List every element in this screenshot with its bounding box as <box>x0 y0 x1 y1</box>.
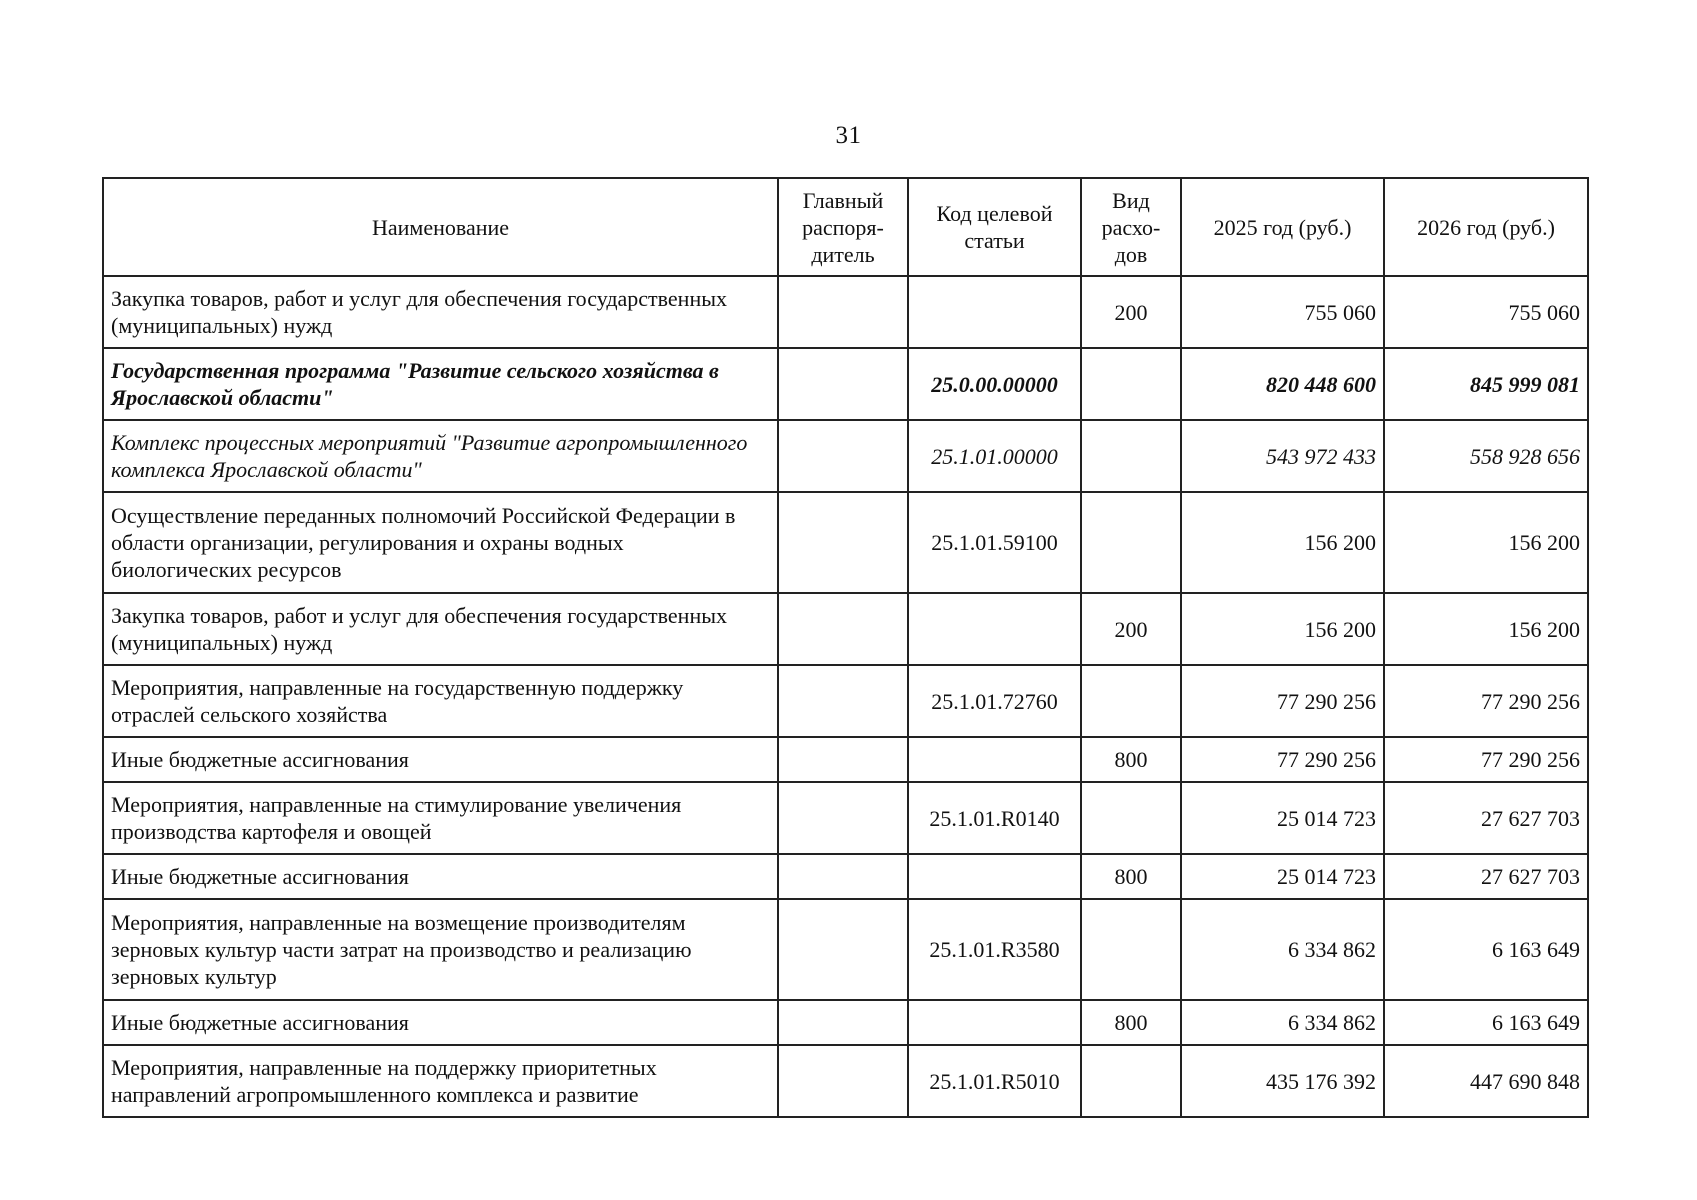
row-manager <box>778 348 908 420</box>
row-2026: 558 928 656 <box>1384 420 1588 492</box>
row-code <box>908 1000 1081 1045</box>
row-code: 25.1.01.59100 <box>908 492 1081 593</box>
header-2025: 2025 год (руб.) <box>1181 178 1384 276</box>
row-2026: 27 627 703 <box>1384 854 1588 899</box>
row-2025: 77 290 256 <box>1181 665 1384 737</box>
row-name: Государственная программа "Развитие сельского хозяйства в Ярославской области" <box>103 348 778 420</box>
header-code: Код целевой статьи <box>908 178 1081 276</box>
header-2026: 2026 год (руб.) <box>1384 178 1588 276</box>
row-name: Иные бюджетные ассигнования <box>103 854 778 899</box>
table-row <box>103 276 1588 348</box>
table-row <box>103 665 1588 737</box>
row-manager <box>778 1045 908 1117</box>
row-name: Иные бюджетные ассигнования <box>103 737 778 782</box>
row-2026: 77 290 256 <box>1384 737 1588 782</box>
row-name: Комплекс процессных мероприятий "Развитие агропромышленного комплекса Ярославской области" <box>103 420 778 492</box>
row-type <box>1081 899 1181 1000</box>
row-code <box>908 854 1081 899</box>
row-code: 25.1.01.R3580 <box>908 899 1081 1000</box>
table-row <box>103 782 1588 854</box>
row-code <box>908 276 1081 348</box>
row-2026: 156 200 <box>1384 492 1588 593</box>
row-code <box>908 593 1081 665</box>
row-type <box>1081 420 1181 492</box>
table-row <box>103 492 1588 593</box>
row-manager <box>778 782 908 854</box>
row-2026: 156 200 <box>1384 593 1588 665</box>
row-name: Иные бюджетные ассигнования <box>103 1000 778 1045</box>
row-2026: 447 690 848 <box>1384 1045 1588 1117</box>
row-name: Закупка товаров, работ и услуг для обеспечения государственных (муниципальных) нужд <box>103 276 778 348</box>
row-type <box>1081 665 1181 737</box>
row-type: 200 <box>1081 593 1181 665</box>
row-manager <box>778 593 908 665</box>
table-row <box>103 593 1588 665</box>
row-type <box>1081 782 1181 854</box>
row-2025: 25 014 723 <box>1181 782 1384 854</box>
row-2025: 77 290 256 <box>1181 737 1384 782</box>
header-type: Вид расхо-дов <box>1081 178 1181 276</box>
row-type: 200 <box>1081 276 1181 348</box>
row-manager <box>778 737 908 782</box>
row-name: Мероприятия, направленные на государственную поддержку отраслей сельского хозяйства <box>103 665 778 737</box>
table-row <box>103 348 1588 420</box>
table-row <box>103 420 1588 492</box>
page-number: 31 <box>835 122 862 149</box>
row-manager <box>778 492 908 593</box>
table-header-row <box>103 178 1588 276</box>
row-code <box>908 737 1081 782</box>
row-2025: 435 176 392 <box>1181 1045 1384 1117</box>
row-2025: 6 334 862 <box>1181 1000 1384 1045</box>
row-code: 25.1.01.72760 <box>908 665 1081 737</box>
row-2026: 845 999 081 <box>1384 348 1588 420</box>
row-code: 25.1.01.00000 <box>908 420 1081 492</box>
row-2025: 820 448 600 <box>1181 348 1384 420</box>
row-type: 800 <box>1081 854 1181 899</box>
row-type <box>1081 1045 1181 1117</box>
row-code: 25.0.00.00000 <box>908 348 1081 420</box>
row-type <box>1081 348 1181 420</box>
row-name: Закупка товаров, работ и услуг для обеспечения государственных (муниципальных) нужд <box>103 593 778 665</box>
row-type: 800 <box>1081 1000 1181 1045</box>
row-2025: 6 334 862 <box>1181 899 1384 1000</box>
row-2026: 755 060 <box>1384 276 1588 348</box>
row-2025: 156 200 <box>1181 593 1384 665</box>
row-manager <box>778 899 908 1000</box>
table-row <box>103 1000 1588 1045</box>
row-manager <box>778 1000 908 1045</box>
row-manager <box>778 276 908 348</box>
row-2025: 755 060 <box>1181 276 1384 348</box>
row-2025: 156 200 <box>1181 492 1384 593</box>
row-manager <box>778 854 908 899</box>
table-row <box>103 737 1588 782</box>
table-row <box>103 854 1588 899</box>
row-2026: 27 627 703 <box>1384 782 1588 854</box>
row-2025: 25 014 723 <box>1181 854 1384 899</box>
row-name: Осуществление переданных полномочий Российской Федерации в области организации, регулирования и охраны водных биологических ресурсов <box>103 492 778 593</box>
row-2026: 6 163 649 <box>1384 1000 1588 1045</box>
table-row <box>103 1045 1588 1117</box>
row-name: Мероприятия, направленные на поддержку приоритетных направлений агропромышленного комплекса и развитие <box>103 1045 778 1117</box>
row-code: 25.1.01.R5010 <box>908 1045 1081 1117</box>
row-name: Мероприятия, направленные на возмещение производителям зерновых культур части затрат на производство и реализацию зерновых культур <box>103 899 778 1000</box>
row-code: 25.1.01.R0140 <box>908 782 1081 854</box>
row-type: 800 <box>1081 737 1181 782</box>
row-2025: 543 972 433 <box>1181 420 1384 492</box>
header-name: Наименование <box>103 178 778 276</box>
row-2026: 6 163 649 <box>1384 899 1588 1000</box>
row-name: Мероприятия, направленные на стимулирование увеличения производства картофеля и овощей <box>103 782 778 854</box>
row-manager <box>778 665 908 737</box>
header-manager: Главный распоря-дитель <box>778 178 908 276</box>
table-row <box>103 899 1588 1000</box>
row-type <box>1081 492 1181 593</box>
row-manager <box>778 420 908 492</box>
row-2026: 77 290 256 <box>1384 665 1588 737</box>
budget-table <box>102 177 1589 1118</box>
